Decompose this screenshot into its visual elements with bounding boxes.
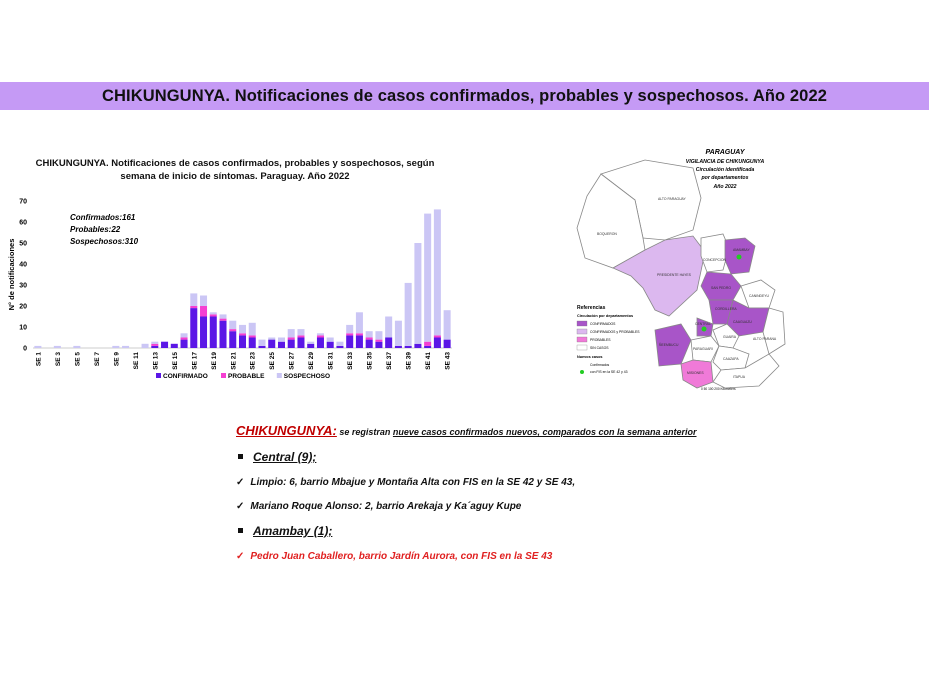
bar-confirmado-se17 (190, 308, 197, 348)
bar-sospechoso-se13 (151, 342, 158, 344)
bar-sospechoso-se12 (142, 344, 149, 348)
bar-confirmado-se29 (307, 344, 314, 348)
bar-confirmado-se14 (161, 342, 168, 348)
bar-sospechoso-se20 (220, 314, 227, 318)
annotation-3: Sospechosos:310 (70, 237, 139, 246)
bar-sospechoso-se28 (297, 329, 304, 335)
map-label-neembucu: ÑEEMBUCU (659, 343, 679, 347)
notes-item-text: Mariano Roque Alonso: 2, barrio Arekaja y Ka´aguy Kupe (250, 501, 522, 512)
legend-swatch-confirmado (156, 373, 161, 378)
bar-confirmado-se19 (210, 317, 217, 349)
x-tick-label: SE 37 (386, 352, 394, 370)
bar-confirmado-se22 (239, 335, 246, 348)
y-tick-label: 0 (23, 345, 27, 353)
bar-sospechoso-se32 (336, 342, 343, 346)
x-tick-label: SE 17 (191, 352, 199, 370)
notes-block (236, 423, 836, 562)
notes-group-central (236, 450, 836, 464)
notes-headline (236, 423, 836, 438)
bar-confirmado-se28 (297, 338, 304, 349)
bar-confirmado-se35 (366, 340, 373, 348)
bar-confirmado-se33 (346, 335, 353, 348)
chart-title (10, 157, 460, 183)
map-label-boqueron: BOQUERON (597, 232, 617, 236)
x-tick-label: SE 39 (405, 352, 413, 370)
bar-sospechoso-se38 (395, 321, 402, 346)
x-tick-label: SE 27 (288, 352, 296, 370)
checkmark-icon: ✓ (236, 551, 245, 562)
notes-item-text: Pedro Juan Caballero, barrio Jardín Aurora, con FIS en la SE 43 (250, 551, 553, 562)
bar-confirmado-se13 (151, 346, 158, 348)
map-label-guaira: GUAIRA (723, 335, 736, 339)
x-tick-label: SE 21 (230, 352, 238, 370)
bar-sospechoso-se27 (288, 329, 295, 337)
bar-sospechoso-se25 (268, 338, 275, 340)
banner-title: CHIKUNGUNYA. Notificaciones de casos confirmados, probables y sospechosos. Año 2022 (101, 86, 828, 105)
notes-headline-pre: se registran (336, 427, 393, 437)
map-label-caaguazu: CAAGUAZU (733, 320, 752, 324)
x-tick-label: SE 23 (249, 352, 257, 370)
bar-confirmado-se23 (249, 338, 256, 349)
y-tick-label: 50 (19, 240, 27, 248)
bar-probable-se19 (210, 314, 217, 316)
y-tick-label: 70 (19, 198, 27, 206)
bar-sospechoso-se18 (200, 296, 207, 307)
bar-sospechoso-se33 (346, 325, 353, 333)
x-tick-label: SE 11 (132, 352, 140, 370)
map-label-canindeyu: CANINDEYU (749, 294, 769, 298)
x-tick-label: SE 25 (269, 352, 277, 370)
bar-sospechoso-se19 (210, 312, 217, 314)
chart-title-line1: CHIKUNGUNYA. Notificaciones de casos confirmados, probables y sospechosos, según (35, 158, 435, 169)
x-tick-label: SE 29 (308, 352, 316, 370)
bar-probable-se13 (151, 344, 158, 346)
bar-confirmado-se18 (200, 317, 207, 349)
y-axis-label: N° de notificaciones (7, 238, 16, 311)
map-legend-swatch-3 (577, 337, 587, 342)
map-legend-item-4: SIN CASOS (590, 346, 609, 350)
map-legend-swatch-4 (577, 345, 587, 350)
map-label-san-pedro: SAN PEDRO (711, 286, 731, 290)
bar-probable-se34 (356, 333, 363, 335)
map-new-case-amambay (737, 255, 742, 260)
x-tick-label: SE 5 (74, 352, 82, 367)
bar-confirmado-se37 (385, 338, 392, 349)
map-label-itapua: ITAPUA (733, 375, 745, 379)
bar-sospechoso-se30 (317, 333, 324, 335)
bar-chart (0, 185, 470, 400)
map-scale: 0 50 100 200 Kilometers (701, 387, 736, 391)
notes-headline-underlined: nueve casos confirmados nuevos, comparados con la semana anterior (392, 427, 697, 437)
x-tick-label: SE 7 (93, 352, 101, 367)
x-tick-label: SE 33 (347, 352, 355, 370)
bar-confirmado-se39 (405, 346, 412, 348)
bar-confirmado-se38 (395, 346, 402, 348)
map-year: Año 2022 (713, 184, 737, 190)
map-legend-item-3: PROBABLES (590, 338, 611, 342)
notes-item-text: Limpio: 6, barrio Mbajue y Montaña Alta con FIS en la SE 42 y SE 43, (250, 477, 576, 488)
square-bullet-icon (238, 454, 243, 459)
bar-probable-se30 (317, 335, 324, 337)
bar-sospechoso-se31 (327, 338, 334, 342)
bar-probable-se20 (220, 319, 227, 321)
bar-probable-se22 (239, 333, 246, 335)
bar-confirmado-se30 (317, 338, 324, 349)
square-bullet-icon (238, 528, 243, 533)
bar-confirmado-se27 (288, 340, 295, 348)
bar-sospechoso-se26 (278, 338, 285, 342)
map-subtitle2: Circulación identificada (695, 167, 755, 173)
x-tick-label: SE 13 (152, 352, 160, 370)
bar-confirmado-se20 (220, 321, 227, 348)
x-tick-label: SE 19 (210, 352, 218, 370)
header-banner (0, 82, 929, 110)
bar-confirmado-se40 (414, 344, 421, 348)
legend-label-probable: PROBABLE (228, 373, 265, 380)
map-label-alto-paraguay: ALTO PARAGUAY (658, 197, 686, 201)
map-label-concepcion: CONCEPCION (703, 258, 726, 262)
checkmark-icon: ✓ (236, 501, 245, 512)
bar-sospechoso-se3 (54, 346, 61, 348)
map-subtitle3: por departamentos (701, 175, 749, 181)
bar-confirmado-se31 (327, 342, 334, 348)
bar-confirmado-se41 (424, 346, 431, 348)
map-label-amambay: AMAMBAY (733, 248, 750, 252)
map-new-case-central (702, 327, 707, 332)
bar-probable-se36 (375, 340, 382, 342)
map-legend-swatch-1 (577, 321, 587, 326)
bar-probable-se35 (366, 338, 373, 340)
bar-probable-se17 (190, 306, 197, 308)
bar-sospechoso-se34 (356, 312, 363, 333)
bar-confirmado-se15 (171, 344, 178, 348)
x-tick-label: SE 9 (113, 352, 121, 367)
bar-sospechoso-se41 (424, 214, 431, 342)
bar-confirmado-se16 (181, 340, 188, 348)
y-tick-label: 40 (19, 261, 27, 269)
y-tick-label: 60 (19, 219, 27, 227)
bar-sospechoso-se36 (375, 331, 382, 339)
bar-confirmado-se21 (229, 331, 236, 348)
map-label-cordillera: CORDILLERA (715, 307, 737, 311)
map-legend-swatch-2 (577, 329, 587, 334)
bar-sospechoso-se23 (249, 323, 256, 336)
map-title: PARAGUAY (705, 149, 745, 156)
bar-confirmado-se32 (336, 346, 343, 348)
bar-sospechoso-se39 (405, 283, 412, 346)
bar-probable-se27 (288, 338, 295, 340)
bar-sospechoso-se10 (122, 346, 129, 348)
bar-sospechoso-se35 (366, 331, 373, 337)
bar-probable-se41 (424, 342, 431, 346)
bar-probable-se33 (346, 333, 353, 335)
map-legend (577, 305, 640, 374)
map-label-central: CENTRAL (695, 322, 711, 326)
bar-confirmado-se42 (434, 338, 441, 349)
bar-confirmado-se24 (258, 346, 265, 348)
bar-sospechoso-se40 (414, 243, 421, 344)
bar-sospechoso-se16 (181, 333, 188, 337)
notes-item (236, 501, 836, 512)
map-label-presidente-hayes: PRESIDENTE HAYES (657, 273, 691, 277)
bar-probable-se16 (181, 338, 188, 340)
bar-sospechoso-se43 (444, 310, 451, 339)
legend-label-confirmado: CONFIRMADO (163, 373, 208, 380)
y-tick-label: 30 (19, 282, 27, 290)
bar-probable-se42 (434, 335, 441, 337)
bar-sospechoso-se22 (239, 325, 246, 333)
map-svg (573, 140, 788, 400)
map-subtitle1: VIGILANCIA DE CHIKUNGUNYA (685, 159, 765, 165)
notes-headline-title: CHIKUNGUNYA: (236, 423, 337, 438)
x-tick-label: SE 15 (171, 352, 179, 370)
bar-sospechoso-se42 (434, 209, 441, 335)
map-legend-new-cases-detail: con FIS en la SE 42 y 43 (590, 370, 628, 374)
bar-confirmado-se26 (278, 342, 285, 348)
map-label-alto-parana: ALTO PARANA (753, 337, 777, 341)
x-tick-label: SE 1 (35, 352, 43, 367)
bar-sospechoso-se37 (385, 317, 392, 338)
x-tick-label: SE 31 (327, 352, 335, 370)
chart-title-line2: semana de inicio de síntomas. Paraguay. Año 2022 (120, 171, 350, 182)
x-tick-label: SE 35 (366, 352, 374, 370)
bar-sospechoso-se5 (73, 346, 80, 348)
bar-probable-se23 (249, 335, 256, 337)
y-tick-label: 20 (19, 303, 27, 311)
map-legend-green-dot-icon (580, 370, 584, 374)
map-legend-title: Referencias (577, 305, 606, 311)
bar-confirmado-se34 (356, 335, 363, 348)
paraguay-map (573, 140, 788, 405)
map-legend-item-2: CONFIRMADOS y PROBABLES (590, 330, 640, 334)
bar-probable-se21 (229, 329, 236, 331)
legend-swatch-sospechoso (277, 373, 282, 378)
bar-sospechoso-se9 (112, 346, 119, 348)
annotation-1: Confirmados:161 (70, 213, 136, 222)
annotation-2: Probables:22 (70, 225, 121, 234)
notes-group1-label: Central (9); (253, 450, 317, 464)
x-tick-label: SE 41 (425, 352, 433, 370)
bar-confirmado-se43 (444, 340, 451, 348)
map-legend-new-cases-label: Confirmados (590, 363, 610, 367)
map-legend-item-1: CONFIRMADOS (590, 322, 616, 326)
notes-item (236, 551, 836, 562)
bar-probable-se18 (200, 306, 207, 317)
bar-sospechoso-se21 (229, 321, 236, 329)
map-label-misiones: MISIONES (687, 371, 704, 375)
bar-probable-se28 (297, 335, 304, 337)
bar-sospechoso-se24 (258, 340, 265, 346)
map-label-caazapa: CAAZAPA (723, 357, 739, 361)
map-legend-new-cases: Nuevos casos (577, 355, 603, 359)
x-tick-label: SE 3 (54, 352, 62, 367)
bar-sospechoso-se17 (190, 293, 197, 306)
x-tick-label: SE 43 (444, 352, 452, 370)
bar-confirmado-se36 (375, 342, 382, 348)
bar-confirmado-se25 (268, 340, 275, 348)
legend-swatch-probable (221, 373, 226, 378)
y-tick-label: 10 (19, 324, 27, 332)
notes-group2-label: Amambay (1); (253, 524, 333, 538)
map-legend-section: Circulación por departamentos (577, 314, 634, 318)
notes-group-amambay (236, 524, 836, 538)
checkmark-icon: ✓ (236, 477, 245, 488)
map-label-paraguari: PARAGUARI (693, 347, 713, 351)
notes-item (236, 477, 836, 488)
bar-sospechoso-se1 (34, 346, 41, 348)
bar-sospechoso-se29 (307, 342, 314, 344)
legend-label-sospechoso: SOSPECHOSO (283, 373, 331, 380)
